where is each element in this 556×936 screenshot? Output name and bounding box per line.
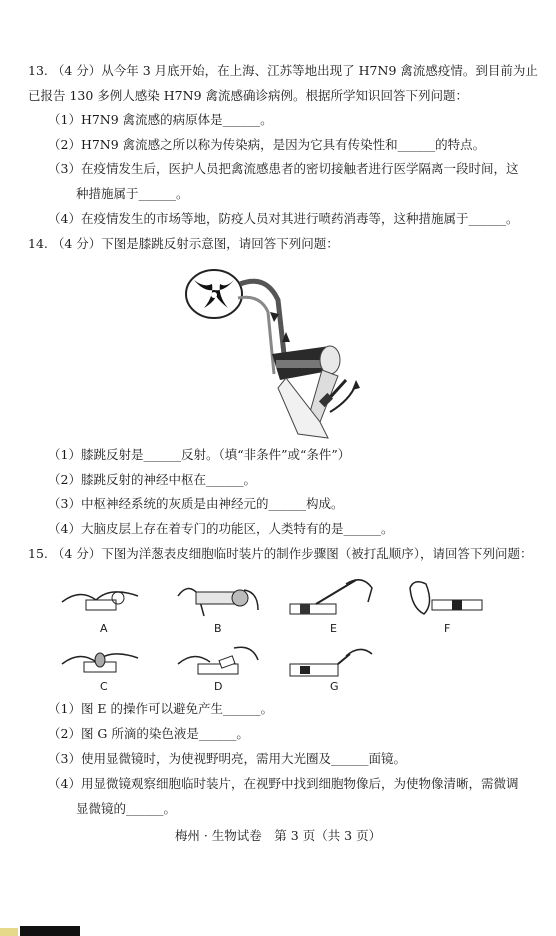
step-e-illustration: [286, 574, 376, 622]
figure-label-g: G: [330, 680, 339, 693]
q13-line-1: 13. （4 分）从今年 3 月底开始，在上海、江苏等地出现了 H7N9 禽流感疫情。到目前为止: [28, 63, 538, 78]
q15-item-4: （4）用显微镜观察细胞临时装片，在视野中找到细胞物像后，为使物像清晰，需微调: [48, 776, 519, 791]
q15-item-1: （1）图 E 的操作可以避免产生______。: [48, 701, 274, 716]
scan-edge-artifact: [0, 918, 556, 936]
figure-label-c: C: [100, 680, 108, 693]
figure-label-f: F: [444, 622, 451, 635]
q14-item-4: （4）大脑皮层上存在着专门的功能区，人类特有的是______。: [48, 521, 394, 536]
q13-item-1: （1）H7N9 禽流感的病原体是______。: [48, 112, 273, 127]
q15-item-3: （3）使用显微镜时，为使视野明亮，需用大光圈及______面镜。: [48, 751, 406, 766]
q13-item-3: （3）在疫情发生后，医护人员把禽流感患者的密切接触者进行医学隔离一段时间，这: [48, 161, 519, 176]
step-g-illustration: [286, 638, 376, 684]
figure-label-e: E: [330, 622, 337, 635]
q13-item-3-cont: 种措施属于______。: [76, 186, 189, 201]
page-footer: 梅州 · 生物试卷 第 3 页（共 3 页）: [174, 828, 382, 843]
q14-item-2: （2）膝跳反射的神经中枢在______。: [48, 472, 256, 487]
step-b-illustration: [174, 576, 262, 622]
q13-line-2: 已报告 130 多例人感染 H7N9 禽流感确诊病例。根据所学知识回答下列问题：: [28, 88, 468, 103]
step-d-illustration: [176, 638, 262, 684]
q14-line-1: 14. （4 分）下图是膝跳反射示意图，请回答下列问题：: [28, 236, 339, 251]
q14-item-1: （1）膝跳反射是______反射。（填“非条件”或“条件”）: [48, 447, 351, 462]
q14-item-3: （3）中枢神经系统的灰质是由神经元的______构成。: [48, 496, 344, 511]
figure-label-d: D: [214, 680, 223, 693]
step-f-illustration: [404, 574, 494, 622]
q15-line-1: 15. （4 分）下图为洋葱表皮细胞临时装片的制作步骤图（被打乱顺序），请回答下列问题：: [28, 546, 533, 561]
q15-item-4-cont: 显微镜的______。: [76, 801, 177, 816]
knee-jerk-reflex-diagram: [180, 262, 360, 440]
q15-item-2: （2）图 G 所滴的染色液是______。: [48, 726, 249, 741]
step-c-illustration: [60, 638, 140, 684]
figure-label-b: B: [214, 622, 222, 635]
q13-item-2: （2）H7N9 禽流感之所以称为传染病，是因为它具有传染性和______的特点。: [48, 137, 486, 152]
figure-label-a: A: [100, 622, 108, 635]
q13-item-4: （4）在疫情发生的市场等地，防疫人员对其进行喷药消毒等，这种措施属于______。: [48, 211, 519, 226]
step-a-illustration: [60, 576, 140, 622]
